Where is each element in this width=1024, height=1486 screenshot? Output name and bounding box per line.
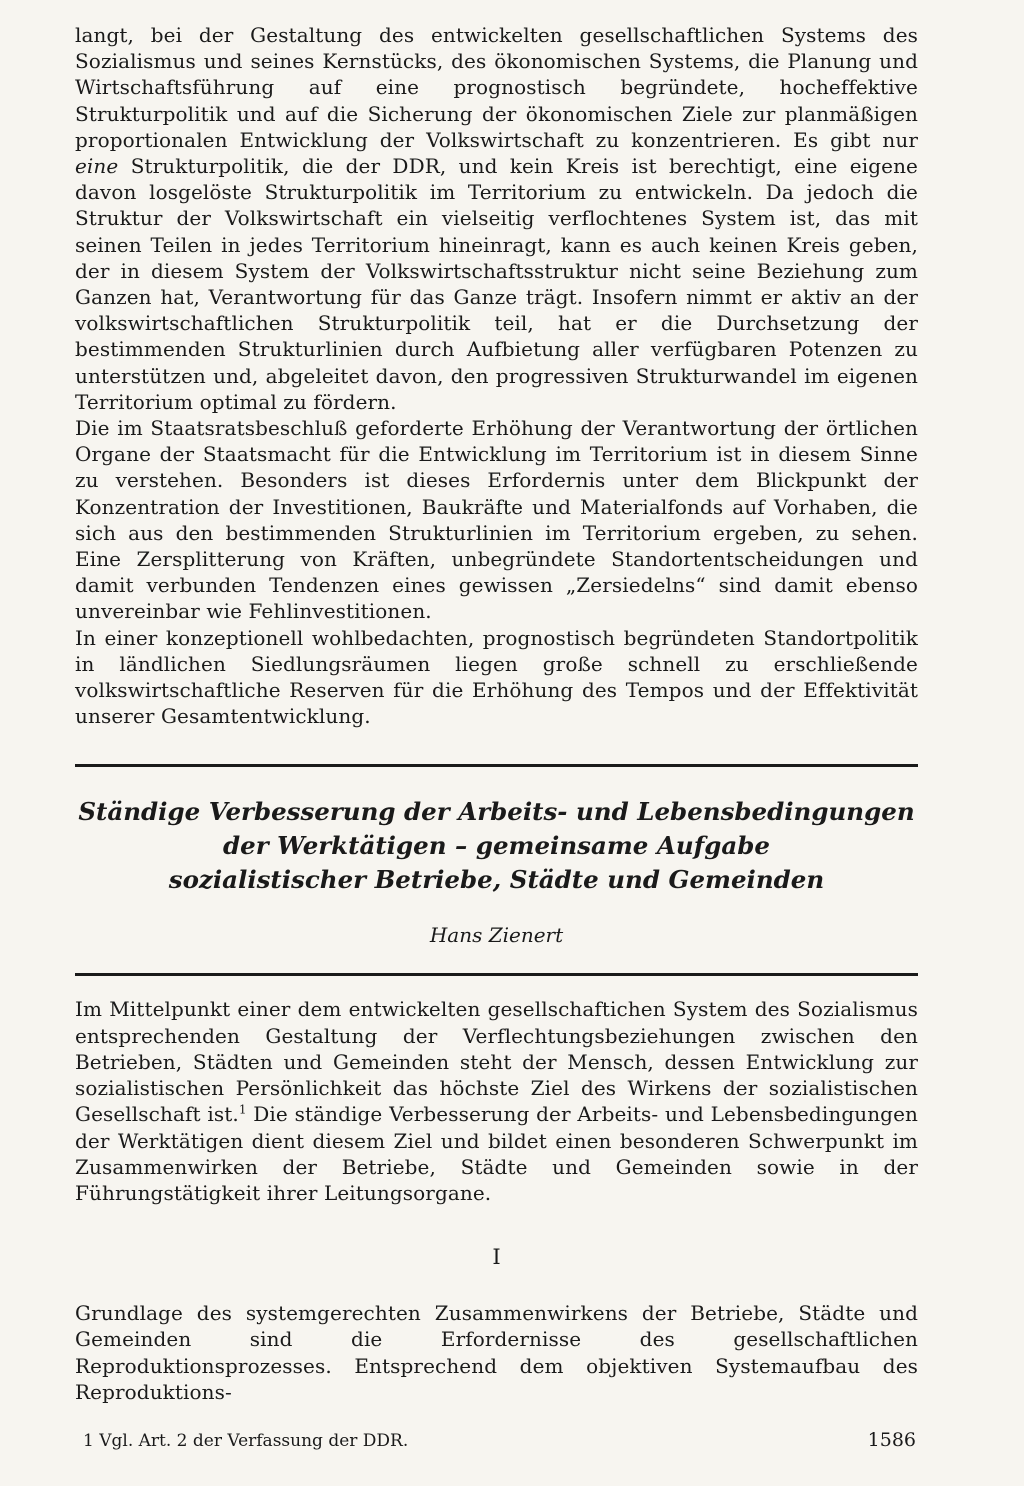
paragraph-text: langt, bei der Gestaltung des entwickelten gesellschaftlichen Systems des Sozialismus und seines Kernstücks, des ökonomischen Systems, die Planung und Wirtschaftsführung auf eine prognostisch begründete, hocheffektive Strukturpolitik und auf die Sicherung der ökonomischen Ziele zur planmäßigen proportionalen Entwicklung der Volkswirtschaft zu konzentrieren. Es gibt nur [75,23,918,152]
article-title-line-1: Ständige Verbesserung der Arbeits- und Lebensbedingungen [78,797,915,827]
article-title [75,795,918,897]
paragraph-text: Strukturpolitik, die der DDR, und kein Kreis ist berechtigt, eine eigene davon losgelöste Strukturpolitik im Territorium zu entwickeln. Da jedoch die Struktur der Volkswirtschaft ein vielseitig verflochtenes System ist, das mit seinen Teilen in jedes Territorium hineinragt, kann es auch keinen Kreis geben, der in diesem System der Volkswirtschaftsstruktur nicht seine Beziehung zum Ganzen hat, Verantwortung für das Ganze trägt. Insofern nimmt er aktiv an der volkswirtschaftlichen Strukturpolitik teil, hat er die Durchsetzung der bestimmenden Strukturlinien durch Aufbietung aller verfügbaren Potenzen zu unterstützen und, abgeleitet davon, den progressiven Strukturwandel im eigenen Territorium optimal zu fördern. [75,154,918,414]
page-number: 1586 [867,1428,916,1451]
section-number: I [492,1245,501,1270]
footnote-reference: 1 [238,1102,247,1117]
body-paragraph-3: In einer konzeptionell wohlbedachten, prognostisch begründeten Standortpolitik in ländlichen Siedlungsräumen liegen große schnell zu erschließende volkswirtschaftliche Reserven für die Erhöhung des Tempos und der Effektivität unserer Gesamtentwicklung. [75,625,918,729]
emphasized-word: eine [75,154,119,179]
article-intro-paragraph [75,996,918,1206]
document-page [75,22,918,1451]
article-title-line-3: sozialistischer Betriebe, Städte und Gemeinden [168,865,825,895]
footnote: 1 Vgl. Art. 2 der Verfassung der DDR. [83,1430,409,1451]
paragraph-text: Im Mittelpunkt einer dem entwickelten gesellschaftichen System des Sozialismus entsprechenden Gestaltung der Verflechtungsbeziehungen zwischen den Betrieben, Städten und Gemeinden steht der Mensch, dessen Entwicklung zur sozialistischen Persönlichkeit das höchste Ziel des Wirkens der sozialistischen Gesellschaft ist. [75,997,918,1127]
body-paragraph-2: Die im Staatsratsbeschluß geforderte Erhöhung der Verantwortung der örtlichen Organe der Staatsmacht für die Entwicklung im Territorium ist in diesem Sinne zu verstehen. Besonders ist dieses Erfordernis unter dem Blickpunkt der Konzentration der Investitionen, Baukräfte und Materialfonds auf Vorhaben, die sich aus den bestimmenden Strukturlinien im Territorium ergeben, zu sehen. Eine Zersplitterung von Kräften, unbegründete Standortentscheidungen und damit verbunden Tendenzen eines gewissen „Zersiedelns“ sind damit ebenso unvereinbar wie Fehlinvestitionen. [75,416,918,624]
page-footer [75,1429,918,1451]
section-rule-top [75,764,918,767]
paragraph-text: Die ständige Verbesserung der Arbeits- und Lebensbedingungen der Werktätigen dient diesem Ziel und bildet einen besonderen Schwerpunkt im Zusammenwirken der Betriebe, Städte und Gemeinden sowie in der Führungstätigkeit ihrer Leitungsorgane. [75,1102,918,1205]
article-title-line-2: der Werktätigen – gemeinsame Aufgabe [223,831,770,861]
section-paragraph: Grundlage des systemgerechten Zusammenwirkens der Betriebe, Städte und Gemeinden sind die Erfordernisse des gesellschaftlichen Reproduktionsprozesses. Entsprechend dem objektiven Systemaufbau des Reproduktions- [75,1301,918,1404]
body-paragraph-1 [75,22,918,415]
section-rule-bottom [75,973,918,976]
article-author: Hans Zienert [429,923,564,948]
